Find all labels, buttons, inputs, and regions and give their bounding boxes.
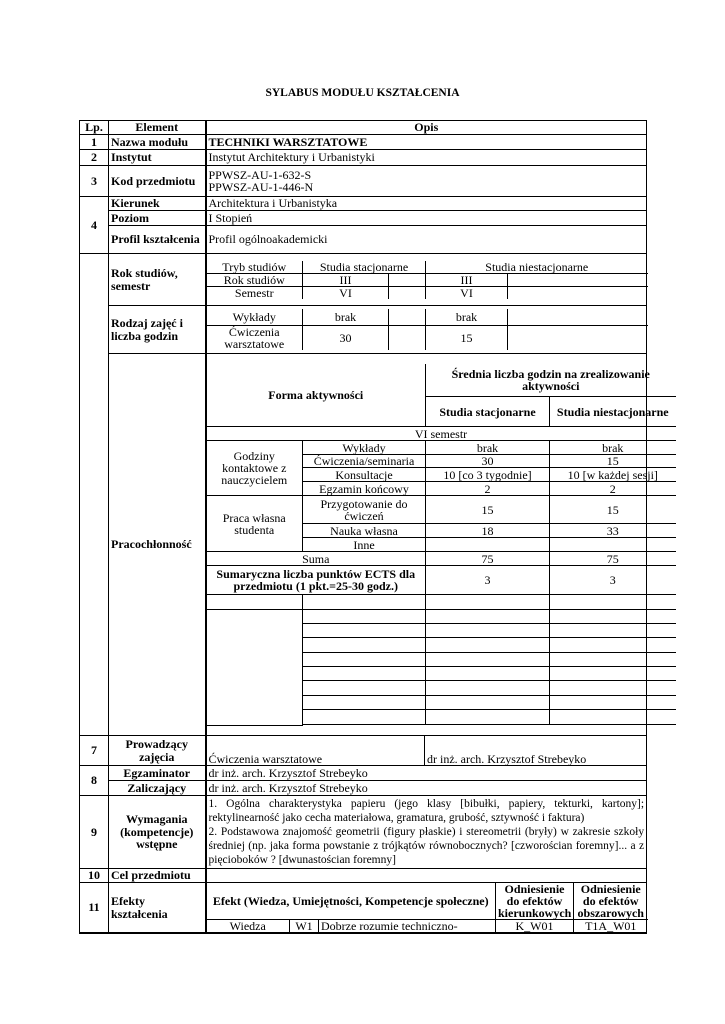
- outcome-category: Wiedza: [207, 920, 290, 933]
- activity-name: Inne: [303, 538, 426, 552]
- hours-full-time: 15: [426, 496, 550, 524]
- row-label: Rodzaj zajęć i liczba godzin: [109, 306, 206, 354]
- sum-full-time: 75: [426, 552, 550, 566]
- row-label: Nazwa modułu: [109, 135, 206, 150]
- learning-outcomes-grid: [206, 883, 647, 934]
- activity-name: Ćwiczenia/seminaria: [303, 455, 426, 468]
- hours-part-time: 15: [550, 496, 676, 524]
- header-opis: Opis: [206, 121, 647, 135]
- row-label: Kod przedmiotu: [109, 166, 206, 197]
- code-full-time: PPWSZ-AU-1-632-S: [208, 167, 312, 182]
- workload-grid: [206, 354, 669, 736]
- hours-part-time: 15: [550, 455, 676, 468]
- row-number: 8: [80, 766, 109, 796]
- outcome-code: W1: [290, 920, 319, 933]
- empty-cell: [508, 325, 648, 350]
- row-label: Instytut: [109, 150, 206, 166]
- institute: Instytut Architektury i Urbanistyki: [206, 150, 647, 166]
- syllabus-table: [79, 120, 669, 934]
- study-mode-label: Tryb studiów: [207, 261, 303, 274]
- ects-label: Sumaryczna liczba punktów ECTS dla przedmiotu (1 pkt.=25-30 godz.): [207, 566, 426, 595]
- assessor: dr inż. arch. Krzysztof Strebeyko: [206, 781, 647, 796]
- lectures-label: Wykłady: [207, 309, 303, 325]
- full-time-header: Studia stacjonarne: [303, 261, 426, 274]
- sum-label: Suma: [207, 552, 426, 566]
- empty-cell: [508, 273, 648, 286]
- prerequisites: [206, 796, 647, 869]
- empty-cell: [508, 286, 648, 299]
- hours-full-time: 10 [co 3 tygodnie]: [426, 468, 550, 482]
- workshop-part-time: 15: [426, 325, 508, 350]
- field-of-study: Architektura i Urbanistyka: [206, 197, 647, 211]
- workshop-full-time: 30: [303, 325, 389, 350]
- page-title: SYLABUS MODUŁU KSZTAŁCENIA: [265, 87, 460, 99]
- row-label: Poziom: [109, 211, 206, 226]
- empty-cell: [80, 254, 109, 736]
- full-time-header: Studia stacjonarne: [426, 397, 550, 427]
- semester-part-time: VI: [426, 286, 508, 299]
- row-label: Egzaminator: [109, 766, 206, 781]
- row-number: 1: [80, 135, 109, 150]
- header-element: Element: [109, 121, 206, 135]
- hours-part-time: brak: [550, 441, 676, 455]
- empty-cell: [389, 325, 426, 350]
- area-reference-header: Odniesienie do efektów obszarowych: [574, 883, 648, 920]
- hours-full-time: brak: [426, 441, 550, 455]
- row-label: Pracochłonność: [109, 354, 206, 736]
- empty-cell: [389, 286, 426, 299]
- prerequisite-2: 2. Podstawowa znajomość geometrii (figury płaskie) i stereometrii (bryły) w zakresie szkoły średniej (np. jaka forma powstanie z trójkątów równobocznych? [czworościan foremny]... a z pięcioboków ? [dwunastościan foremny]: [208, 826, 645, 866]
- code-part-time: PPWSZ-AU-1-446-N: [208, 180, 314, 194]
- empty-cell: [508, 309, 648, 325]
- field-reference: K_W01: [496, 920, 574, 933]
- profile: Profil ogólnoakademicki: [206, 226, 647, 254]
- row-number: 9: [80, 796, 109, 869]
- hours-part-time: [550, 538, 676, 552]
- row-number: 3: [80, 166, 109, 197]
- row-number: 10: [80, 869, 109, 883]
- header-lp: Lp.: [80, 121, 109, 135]
- activity-name: Egzamin końcowy: [303, 482, 426, 496]
- row-label: Zaliczający: [109, 781, 206, 796]
- lectures-part-time: brak: [426, 309, 508, 325]
- ects-full-time: 3: [426, 566, 550, 595]
- row-label: Rok studiów, semestr: [109, 254, 206, 306]
- outcome-description: Dobrze rozumie techniczno-: [319, 920, 496, 933]
- ects-part-time: 3: [550, 566, 676, 595]
- self-study-label: Praca własna studenta: [207, 496, 303, 552]
- year-full-time: III: [303, 273, 389, 286]
- hours-full-time: 30: [426, 455, 550, 468]
- row-label: Efekty kształcenia: [109, 883, 206, 934]
- semester-header: VI semestr: [207, 427, 676, 441]
- row-label: Cel przedmiotu: [109, 869, 206, 883]
- hours-full-time: 18: [426, 524, 550, 538]
- semester-full-time: VI: [303, 286, 389, 299]
- row-number: 2: [80, 150, 109, 166]
- level: I Stopień: [206, 211, 647, 226]
- row-number: 11: [80, 883, 109, 934]
- part-time-header: Studia niestacjonarne: [550, 397, 676, 427]
- class-form: Ćwiczenia warsztatowe: [206, 736, 425, 766]
- hours-full-time: 2: [426, 482, 550, 496]
- empty-cell: [389, 273, 426, 286]
- workshop-label: Ćwiczenia warsztatowe: [207, 325, 303, 350]
- hours-full-time: [426, 538, 550, 552]
- activity-name: Konsultacje: [303, 468, 426, 482]
- hours-part-time: 33: [550, 524, 676, 538]
- hours-part-time: 10 [w każdej sesji]: [550, 468, 676, 482]
- area-reference: T1A_W01: [574, 920, 648, 933]
- prerequisite-1: 1. Ogólna charakterystyka papieru (jego klasy [bibułki, papiery, tekturki, kartony]; rektylinearność jako cecha materiałowa, gramatura, grubość, sztywność i faktura): [208, 798, 645, 824]
- year-part-time: III: [426, 273, 508, 286]
- outcome-header: Efekt (Wiedza, Umiejętności, Kompetencje społeczne): [207, 883, 496, 920]
- activity-name: Wykłady: [303, 441, 426, 455]
- semester-label: Semestr: [207, 286, 303, 299]
- year-label: Rok studiów: [207, 273, 303, 286]
- examiner: dr inż. arch. Krzysztof Strebeyko: [206, 766, 647, 781]
- lectures-full-time: brak: [303, 309, 389, 325]
- row-label: Kierunek: [109, 197, 206, 211]
- contact-hours-label: Godziny kontaktowe z nauczycielem: [207, 441, 303, 496]
- course-codes: [206, 166, 647, 197]
- field-reference-header: Odniesienie do efektów kierunkowych: [496, 883, 574, 920]
- module-name: TECHNIKI WARSZTATOWE: [206, 135, 647, 150]
- activity-form-header: Forma aktywności: [207, 364, 426, 427]
- study-mode-grid: [206, 254, 647, 306]
- empty-cell: [389, 309, 426, 325]
- row-number: 7: [80, 736, 109, 766]
- sum-part-time: 75: [550, 552, 676, 566]
- class-types-grid: [206, 306, 647, 354]
- activity-name: Przygotowanie do ćwiczeń: [303, 496, 426, 524]
- part-time-header: Studia niestacjonarne: [426, 261, 648, 274]
- hours-part-time: 2: [550, 482, 676, 496]
- row-label: Profil kształcenia: [109, 226, 206, 254]
- activity-name: Nauka własna: [303, 524, 426, 538]
- average-hours-header: Średnia liczba godzin na zrealizowanie aktywności: [426, 364, 676, 397]
- row-label: Prowadzący zajęcia: [109, 736, 206, 766]
- course-objective: [206, 869, 647, 883]
- row-label: Wymagania (kompetencje) wstępne: [109, 796, 206, 869]
- instructor: dr inż. arch. Krzysztof Strebeyko: [425, 736, 647, 766]
- row-number: 4: [80, 197, 109, 254]
